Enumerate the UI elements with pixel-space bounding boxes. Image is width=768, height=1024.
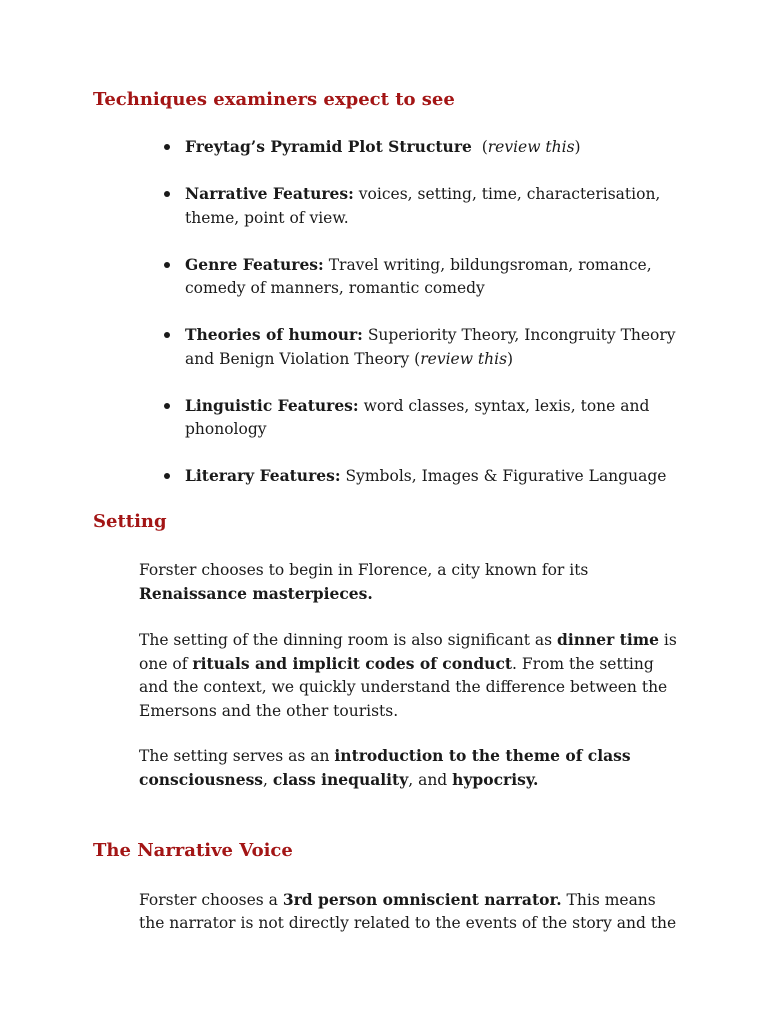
narrative-voice-heading: The Narrative Voice xyxy=(93,840,293,861)
paragraph-text: The setting of the dinning room is also significant as xyxy=(139,631,557,649)
item-term: Freytag’s Pyramid Plot Structure xyxy=(185,137,472,156)
paragraph-emphasis: introduction to the theme of class consciousness xyxy=(139,746,631,790)
bullet-dot-icon xyxy=(164,262,170,268)
paragraph-emphasis: Renaissance masterpieces. xyxy=(139,584,373,604)
item-text: voices, setting, time, characterisation, theme, point of view. xyxy=(185,185,661,227)
paragraph-text: The setting serves as an xyxy=(139,747,335,765)
item-term: Literary Features: xyxy=(185,466,341,485)
setting-paragraph-1 xyxy=(139,559,684,606)
paragraph-emphasis: hypocrisy. xyxy=(452,770,539,790)
item-term: Linguistic Features: xyxy=(185,395,359,415)
paragraph-text: . From the setting and the context, we quickly understand the difference between the Emersons and the other tourists. xyxy=(139,655,668,720)
list-item xyxy=(162,323,682,371)
list-item xyxy=(162,135,682,160)
narrative-paragraph-1 xyxy=(139,888,684,935)
list-item xyxy=(162,182,682,230)
list-item xyxy=(162,464,682,489)
paragraph-text: is one of xyxy=(139,631,677,674)
setting-heading: Setting xyxy=(93,511,167,532)
paragraph-text: Forster chooses to begin in Florence, a city known for its xyxy=(139,561,589,579)
bullet-dot-icon xyxy=(164,403,170,409)
paragraph-emphasis: class inequality xyxy=(272,770,409,790)
item-text: Symbols, Images & Figurative Language xyxy=(340,467,667,485)
item-term: Theories of humour: xyxy=(185,325,363,344)
item-term: Genre Features: xyxy=(185,254,324,274)
list-item xyxy=(162,394,682,442)
item-text: Travel writing, bildungsroman, romance, comedy of manners, romantic comedy xyxy=(185,255,652,297)
note-open: ( xyxy=(471,138,488,156)
note-open: ( xyxy=(414,349,421,368)
techniques-list xyxy=(162,135,682,511)
bullet-dot-icon xyxy=(164,332,170,338)
item-note: review this xyxy=(420,349,508,368)
bullet-dot-icon xyxy=(164,144,170,150)
paragraph-text: Forster chooses a xyxy=(139,891,283,909)
note-close: ) xyxy=(574,138,581,156)
item-text: Superiority Theory, Incongruity Theory and Benign Violation Theory xyxy=(185,326,676,368)
paragraph-text: , xyxy=(263,771,273,790)
paragraph-text: , and xyxy=(408,771,453,790)
setting-paragraph-2 xyxy=(139,628,684,723)
paragraph-emphasis: rituals and implicit codes of conduct xyxy=(192,654,513,674)
paragraph-emphasis: dinner time xyxy=(556,630,659,649)
list-item xyxy=(162,253,682,301)
techniques-heading: Techniques examiners expect to see xyxy=(93,89,455,110)
bullet-dot-icon xyxy=(164,473,170,479)
paragraph-emphasis: 3rd person omniscient narrator. xyxy=(282,890,562,909)
paragraph-text: This means the narrator is not directly related to the events of the story and the xyxy=(139,891,677,933)
bullet-dot-icon xyxy=(164,191,170,197)
item-text: word classes, syntax, lexis, tone and phonology xyxy=(185,396,650,438)
item-note: review this xyxy=(487,138,575,156)
note-close: ) xyxy=(507,349,514,368)
item-term: Narrative Features: xyxy=(185,184,354,203)
setting-paragraph-3 xyxy=(139,744,684,792)
